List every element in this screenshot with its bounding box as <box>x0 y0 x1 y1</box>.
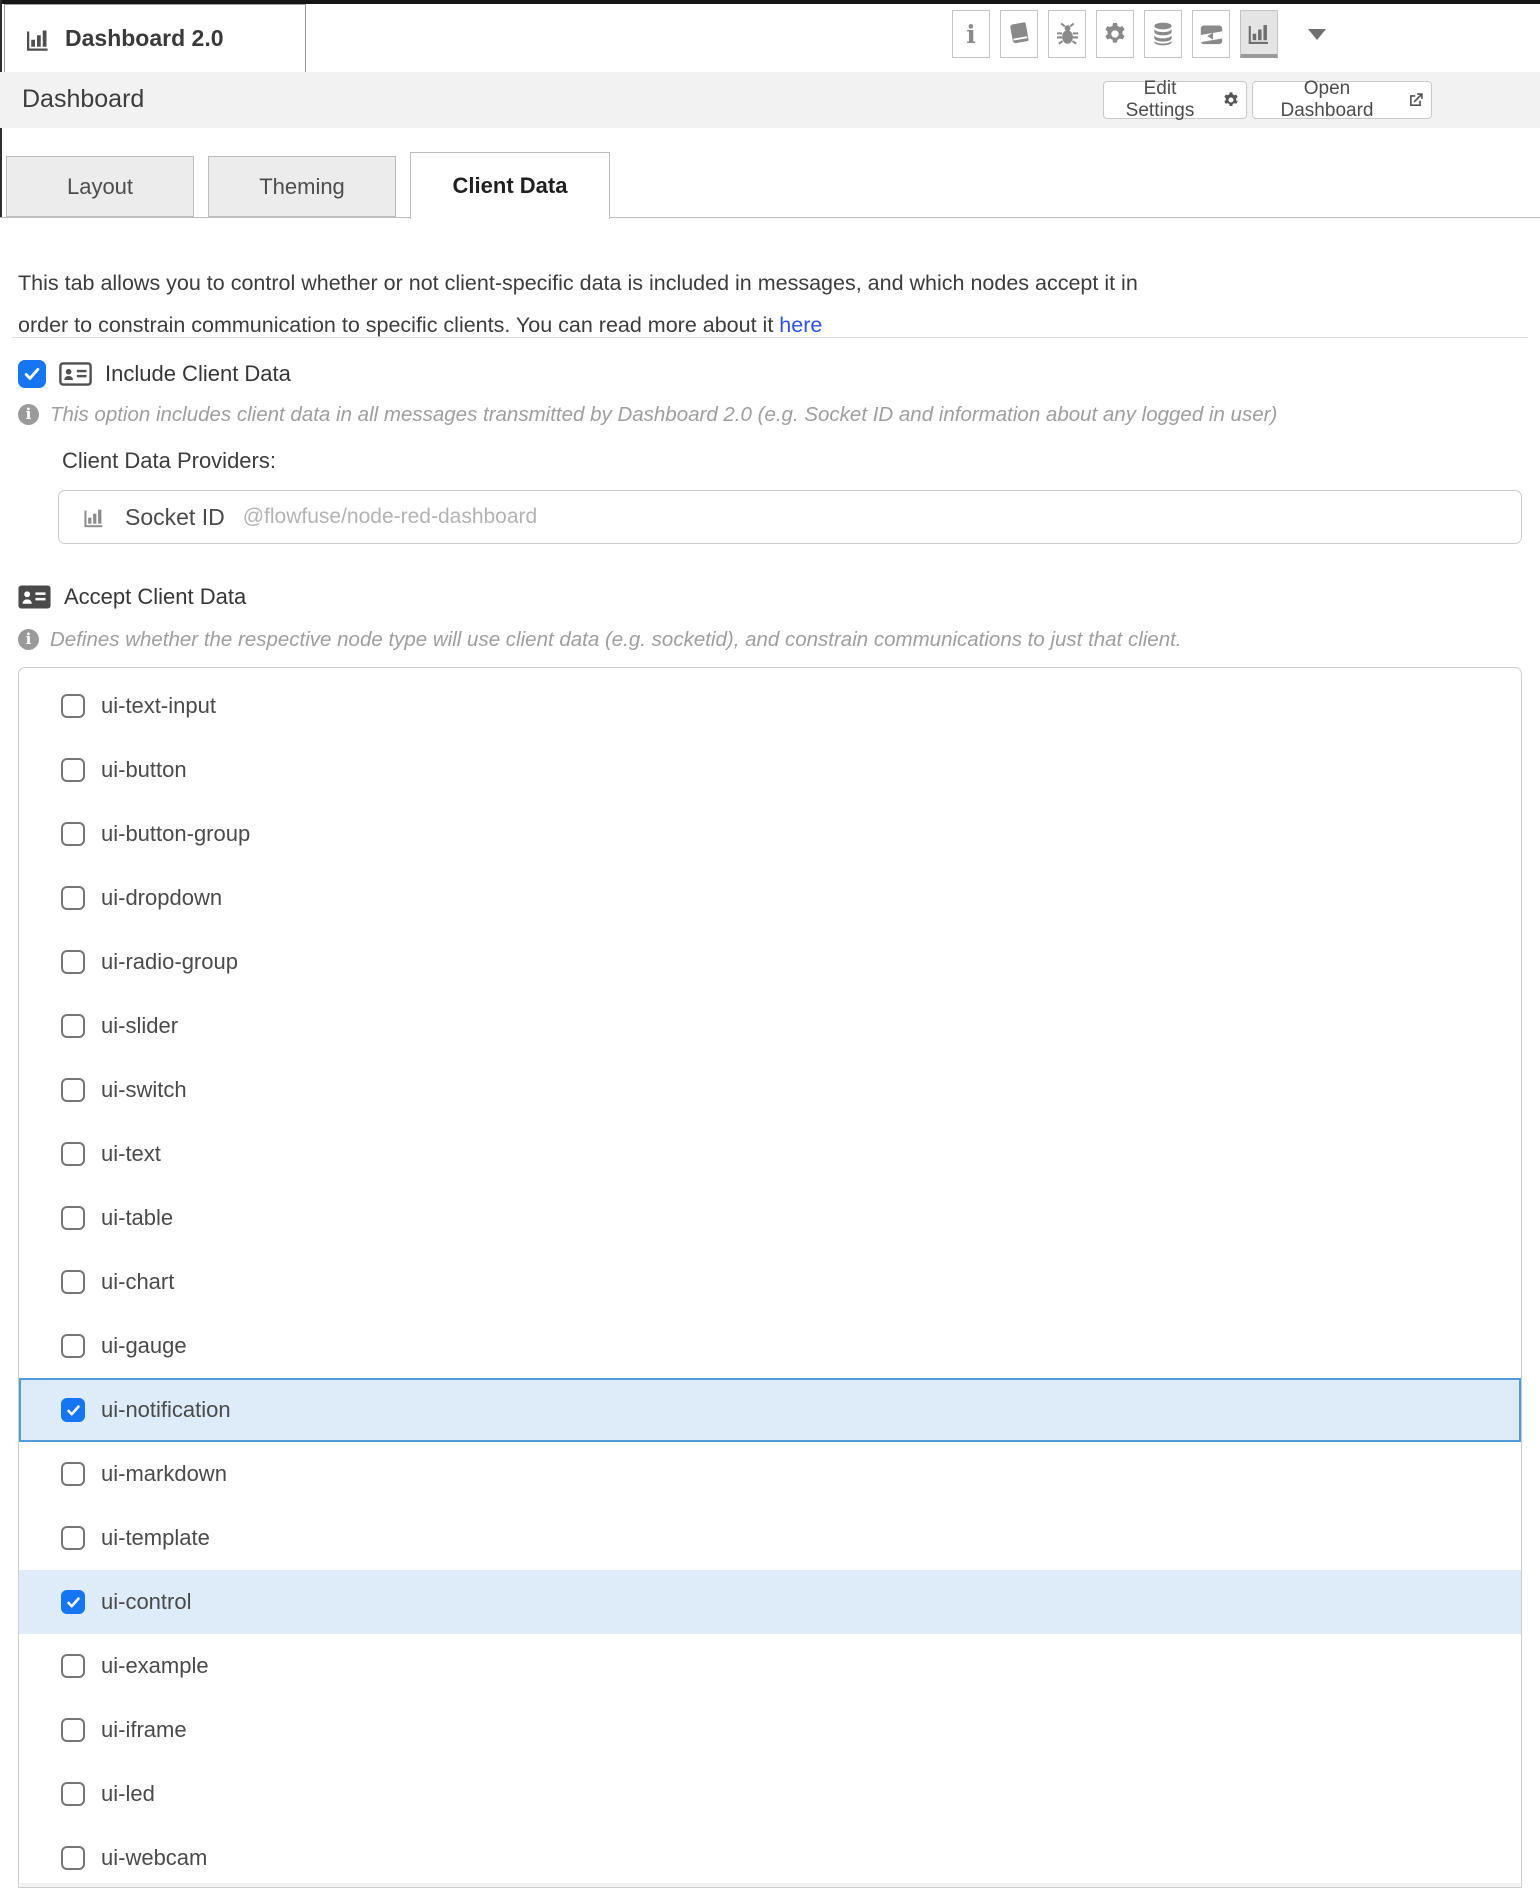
node-checkbox-ui-template[interactable] <box>61 1526 85 1550</box>
chevron-down-icon[interactable] <box>1308 29 1326 40</box>
page-header <box>0 72 1540 128</box>
node-row-ui-example[interactable] <box>19 1634 1521 1698</box>
node-row-ui-webcam[interactable] <box>19 1826 1521 1888</box>
gear-icon <box>1222 91 1240 109</box>
node-checkbox-ui-text[interactable] <box>61 1142 85 1166</box>
here-link[interactable]: here <box>779 312 823 337</box>
address-card-solid-icon <box>18 585 51 609</box>
node-label: ui-notification <box>101 1397 231 1422</box>
node-checkbox-ui-slider[interactable] <box>61 1014 85 1038</box>
node-row-ui-button-group[interactable] <box>19 802 1521 866</box>
context-database-icon[interactable] <box>1144 10 1182 58</box>
accept-node-list <box>18 667 1522 1888</box>
node-row-ui-led[interactable] <box>19 1762 1521 1826</box>
node-row-ui-control[interactable] <box>19 1570 1521 1634</box>
provider-item-socket-id[interactable] <box>58 490 1522 544</box>
node-label: ui-slider <box>101 1013 179 1038</box>
node-row-ui-dropdown[interactable] <box>19 866 1521 930</box>
node-row-ui-radio-group[interactable] <box>19 930 1521 994</box>
node-label: ui-table <box>101 1205 174 1230</box>
node-row-ui-switch[interactable] <box>19 1058 1521 1122</box>
tab-layout-label: Layout <box>66 173 134 199</box>
node-checkbox-ui-control[interactable] <box>61 1590 85 1614</box>
edit-settings-label: Edit Settings <box>1125 78 1195 121</box>
info-circle-icon: i <box>18 629 39 650</box>
dashboard-classic-icon[interactable] <box>1192 10 1230 58</box>
tab-client-data-label: Client Data <box>452 173 568 198</box>
providers-label: Client Data Providers: <box>62 448 276 473</box>
page-title: Dashboard <box>22 85 145 113</box>
accept-client-data-header <box>18 584 246 610</box>
open-dashboard-label: Open Dashboard <box>1280 78 1374 121</box>
node-row-ui-iframe[interactable] <box>19 1698 1521 1762</box>
info-glyph: i <box>966 19 976 49</box>
node-label: ui-button <box>101 757 187 782</box>
sidebar-toolbar <box>952 10 1326 58</box>
node-label: ui-text <box>101 1141 161 1166</box>
node-label: ui-example <box>101 1653 209 1678</box>
node-checkbox-ui-notification[interactable] <box>61 1398 85 1422</box>
include-info-line <box>18 401 1523 428</box>
help-book-icon[interactable] <box>1000 10 1038 58</box>
provider-package: @flowfuse/node-red-dashboard <box>242 505 538 528</box>
node-label: ui-control <box>101 1589 192 1614</box>
include-client-data-checkbox[interactable] <box>18 360 46 388</box>
node-checkbox-ui-webcam[interactable] <box>61 1846 85 1870</box>
node-label: ui-webcam <box>101 1845 208 1870</box>
node-row-ui-notification[interactable] <box>19 1378 1521 1442</box>
section-divider <box>12 337 1528 338</box>
include-info-text: This option includes client data in all messages transmitted by Dashboard 2.0 (e.g. Socket ID and information about any logged in user) <box>50 403 1278 426</box>
accept-info-text: Defines whether the respective node type will use client data (e.g. socketid), and constrain communications to just that client. <box>50 628 1182 651</box>
node-checkbox-ui-button[interactable] <box>61 758 85 782</box>
node-checkbox-ui-button-group[interactable] <box>61 822 85 846</box>
node-label: ui-markdown <box>101 1461 227 1486</box>
node-checkbox-ui-iframe[interactable] <box>61 1718 85 1742</box>
node-label: ui-dropdown <box>101 885 223 910</box>
node-checkbox-ui-switch[interactable] <box>61 1078 85 1102</box>
tabstrip-baseline <box>0 217 1540 218</box>
node-checkbox-ui-chart[interactable] <box>61 1270 85 1294</box>
node-checkbox-ui-led[interactable] <box>61 1782 85 1806</box>
sidebar-tab-dashboard[interactable] <box>4 4 306 72</box>
bar-chart-icon <box>23 24 53 54</box>
node-label: ui-text-input <box>101 693 216 718</box>
provider-name: Socket ID <box>125 503 225 530</box>
node-checkbox-ui-gauge[interactable] <box>61 1334 85 1358</box>
bar-chart-icon <box>81 504 107 530</box>
node-checkbox-ui-text-input[interactable] <box>61 694 85 718</box>
tab-theming-label: Theming <box>259 173 345 199</box>
edit-settings-button[interactable] <box>1103 78 1247 121</box>
accept-info-line <box>18 626 1523 653</box>
node-label: ui-iframe <box>101 1717 187 1742</box>
node-label: ui-switch <box>101 1077 187 1102</box>
node-checkbox-ui-example[interactable] <box>61 1654 85 1678</box>
node-row-ui-markdown[interactable] <box>19 1442 1521 1506</box>
node-row-ui-gauge[interactable] <box>19 1314 1521 1378</box>
open-dashboard-button[interactable] <box>1252 78 1432 121</box>
include-client-data-row <box>18 360 291 388</box>
node-label: ui-button-group <box>101 821 251 846</box>
info-circle-icon: i <box>18 404 39 425</box>
debug-bug-icon[interactable] <box>1048 10 1086 58</box>
node-checkbox-ui-dropdown[interactable] <box>61 886 85 910</box>
node-row-ui-text[interactable] <box>19 1122 1521 1186</box>
tab-theming[interactable] <box>208 156 396 217</box>
node-row-ui-text-input[interactable] <box>19 674 1521 738</box>
settings-gear-icon[interactable] <box>1096 10 1134 58</box>
node-checkbox-ui-radio-group[interactable] <box>61 950 85 974</box>
node-label: ui-led <box>101 1781 155 1806</box>
node-checkbox-ui-table[interactable] <box>61 1206 85 1230</box>
node-label: ui-radio-group <box>101 949 238 974</box>
intro-line2: order to constrain communication to specific clients. You can read more about it <box>18 312 780 337</box>
node-label: ui-chart <box>101 1269 175 1294</box>
node-label: ui-gauge <box>101 1333 187 1358</box>
node-row-ui-slider[interactable] <box>19 994 1521 1058</box>
node-row-ui-table[interactable] <box>19 1186 1521 1250</box>
tab-client-data[interactable] <box>410 152 610 219</box>
dashboard-2-chart-icon[interactable] <box>1240 10 1278 58</box>
intro-paragraph <box>18 262 1518 346</box>
node-checkbox-ui-markdown[interactable] <box>61 1462 85 1486</box>
partial-next-row <box>20 1883 1520 1888</box>
node-row-ui-template[interactable] <box>19 1506 1521 1570</box>
external-link-icon <box>1407 91 1425 109</box>
include-client-data-label: Include Client Data <box>105 361 291 386</box>
node-row-ui-button[interactable] <box>19 738 1521 802</box>
node-label: ui-template <box>101 1525 210 1550</box>
tab-layout[interactable] <box>6 156 194 217</box>
intro-line1: This tab allows you to control whether or not client-specific data is included in messages, and which nodes accept it in <box>18 270 1138 295</box>
accept-client-data-label: Accept Client Data <box>64 584 247 609</box>
sidebar-tab-title: Dashboard 2.0 <box>65 25 224 51</box>
address-card-icon <box>59 362 92 386</box>
info-icon[interactable] <box>952 10 990 58</box>
node-row-ui-chart[interactable] <box>19 1250 1521 1314</box>
